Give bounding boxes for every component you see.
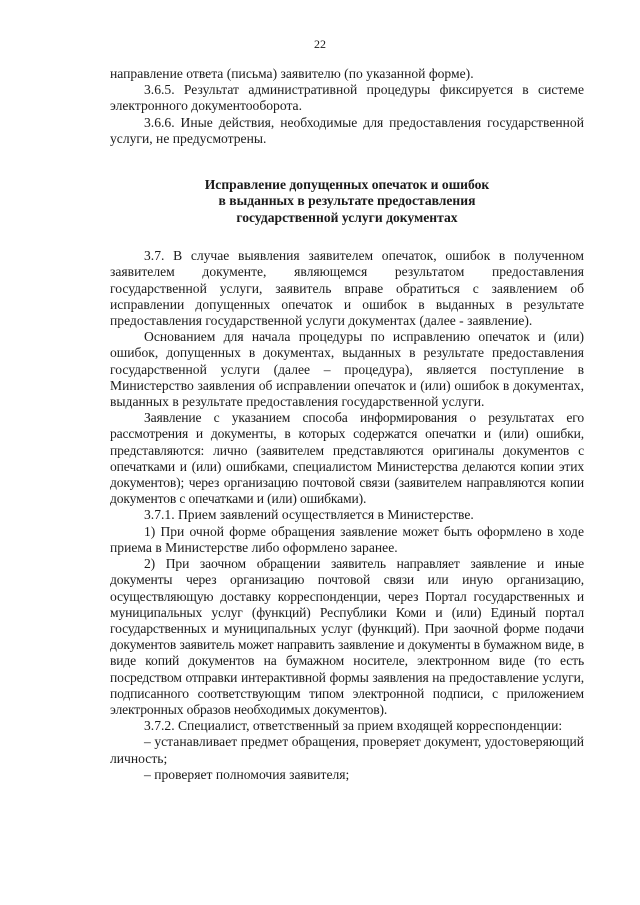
page-number: 22 <box>314 37 326 51</box>
section-heading <box>110 177 584 226</box>
heading-line: в выданных в результате предоставления <box>218 193 476 209</box>
document-body <box>110 66 584 783</box>
list-item: – устанавливает предмет обращения, проверяет документ, удостоверяющий личность; <box>110 734 584 766</box>
paragraph-3-6-6: 3.6.6. Иные действия, необходимые для предоставления государственной услуги, не предусмотрены. <box>110 114 584 146</box>
paragraph-3-6-5: 3.6.5. Результат административной процедуры фиксируется в системе электронного документооборота. <box>110 82 584 114</box>
paragraph-3-7-2: 3.7.2. Специалист, ответственный за прием входящей корреспонденции: <box>144 718 563 734</box>
paragraph-3-7: 3.7. В случае выявления заявителем опечаток, ошибок в полученном заявителем документе, являющемся результатом предоставления государственной услуги, заявитель вправе обратиться с заявлением об исправлении допущенных опечаток и ошибок в выданных в результате предоставления государственной услуги документах (далее - заявление). <box>110 248 584 329</box>
heading-line: государственной услуги документах <box>236 209 458 225</box>
paragraph-3-7-1: 3.7.1. Прием заявлений осуществляется в Министерстве. <box>144 507 474 523</box>
paragraph-continuation: направление ответа (письма) заявителю (по указанной форме). <box>110 66 474 81</box>
paragraph-application: Заявление с указанием способа информирования о результатах его рассмотрения и документы, в которых содержатся опечатки и (или) ошибки, представляются: лично (заявителем представляются оригиналы документов с опечатками и (или) ошибками, специалистом Министерства делаются копии этих документов); через организацию почтовой связи (заявителем направляются копии документов с опечатками и (или) ошибками). <box>110 410 584 507</box>
paragraph-grounds: Основанием для начала процедуры по исправлению опечаток и (или) ошибок, допущенных в документах, выданных в результате предоставления государственной услуги (далее – процедура), является поступление в Министерство заявления об исправлении опечаток и (или) ошибок в документах, выданных в результате предоставления государственной услуги. <box>110 329 584 410</box>
heading-line: Исправление допущенных опечаток и ошибок <box>204 177 490 193</box>
list-item: – проверяет полномочия заявителя; <box>144 766 350 782</box>
paragraph-item-1: 1) При очной форме обращения заявление может быть оформлено в ходе приема в Министерстве либо оформлено заранее. <box>110 523 584 555</box>
paragraph-item-2: 2) При заочном обращении заявитель направляет заявление и иные документы через организацию почтовой связи или иную организацию, осуществляющую доставку корреспонденции, через Портал государственных и муниципальных услуг (функций) Республики Коми и (или) Единый портал государственных и муниципальных услуг (функций). При заочной форме подачи документов заявитель может направить заявление и документы в бумажном виде, в виде копий документов на бумажном носителе, электронном виде (то есть посредством отправки интерактивной формы заявления на предоставление услуги, подписанного соответствующим типом электронной подписи, с приложением электронных образов необходимых документов). <box>110 556 584 717</box>
